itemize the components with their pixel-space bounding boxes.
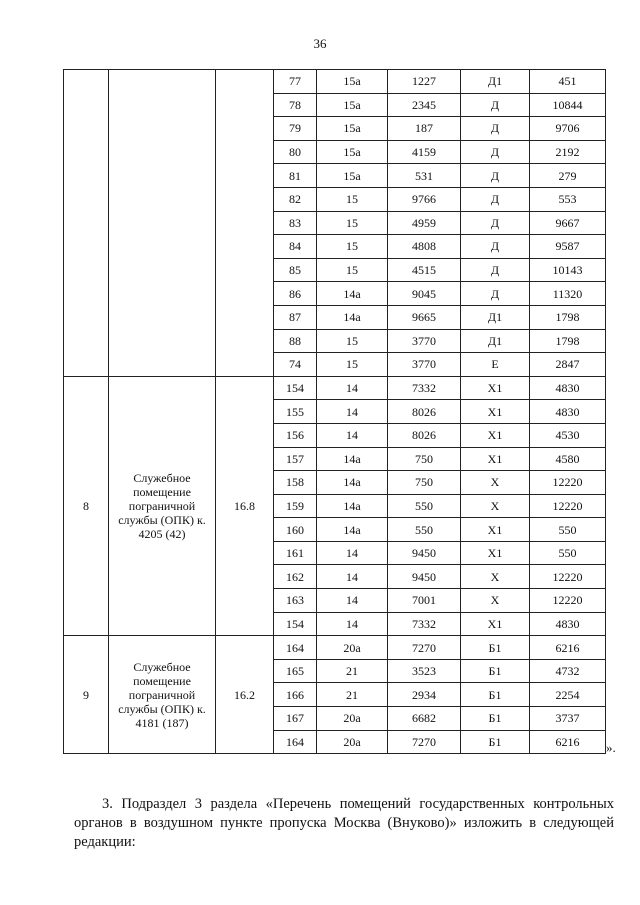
distance-cell: 3523 [388,659,461,683]
ceiling-cell: 15 [317,187,388,211]
ceiling-cell: 15а [317,70,388,94]
point-number-cell: 161 [274,541,317,565]
category-cell: Х1 [461,400,530,424]
point-number-cell: 80 [274,140,317,164]
room-name-cell: Служебное помещение пограничной службы (ОПК) к. 4205 (42) [109,376,216,636]
ceiling-cell: 15 [317,258,388,282]
paragraph-text: 3. Подраздел 3 раздела «Перечень помещений государственных контрольных органов в воздушном пункте пропуска Москва (Внуково)» изложить в следующей редакции: [74,796,614,850]
distance-cell: 4159 [388,140,461,164]
point-number-cell: 79 [274,117,317,141]
category-cell: Е [461,353,530,377]
value-cell: 12220 [530,589,606,613]
value-cell: 4530 [530,423,606,447]
distance-cell: 750 [388,447,461,471]
room-code-cell: 16.2 [216,636,274,754]
point-number-cell: 77 [274,70,317,94]
point-number-cell: 163 [274,589,317,613]
category-cell: Д [461,140,530,164]
group-number-cell: 9 [64,636,109,754]
rooms-table [63,69,606,754]
category-cell: Х [461,589,530,613]
distance-cell: 4808 [388,235,461,259]
distance-cell: 550 [388,518,461,542]
ceiling-cell: 15а [317,140,388,164]
ceiling-cell: 14 [317,612,388,636]
category-cell: Б1 [461,659,530,683]
ceiling-cell: 14 [317,589,388,613]
value-cell: 12220 [530,565,606,589]
category-cell: Б1 [461,636,530,660]
category-cell: Х1 [461,376,530,400]
room-name-cell: Служебное помещение пограничной службы (ОПК) к. 4181 (187) [109,636,216,754]
category-cell: Д [461,282,530,306]
value-cell: 2192 [530,140,606,164]
value-cell: 11320 [530,282,606,306]
value-cell: 10844 [530,93,606,117]
point-number-cell: 165 [274,659,317,683]
category-cell: Б1 [461,707,530,731]
table-row [64,376,606,400]
distance-cell: 531 [388,164,461,188]
distance-cell: 750 [388,471,461,495]
ceiling-cell: 20а [317,636,388,660]
distance-cell: 7270 [388,636,461,660]
ceiling-cell: 21 [317,683,388,707]
point-number-cell: 156 [274,423,317,447]
ceiling-cell: 15 [317,353,388,377]
point-number-cell: 78 [274,93,317,117]
value-cell: 4830 [530,376,606,400]
value-cell: 4580 [530,447,606,471]
distance-cell: 7332 [388,612,461,636]
distance-cell: 9045 [388,282,461,306]
ceiling-cell: 14 [317,400,388,424]
point-number-cell: 158 [274,471,317,495]
category-cell: Д [461,93,530,117]
point-number-cell: 84 [274,235,317,259]
ceiling-cell: 20а [317,707,388,731]
category-cell: Д [461,211,530,235]
category-cell: Х [461,565,530,589]
point-number-cell: 157 [274,447,317,471]
distance-cell: 7001 [388,589,461,613]
value-cell: 4830 [530,400,606,424]
distance-cell: 1227 [388,70,461,94]
point-number-cell: 164 [274,730,317,754]
distance-cell: 3770 [388,353,461,377]
ceiling-cell: 15а [317,93,388,117]
point-number-cell: 81 [274,164,317,188]
ceiling-cell: 14 [317,423,388,447]
value-cell: 3737 [530,707,606,731]
point-number-cell: 164 [274,636,317,660]
value-cell: 4732 [530,659,606,683]
closing-quote: ». [606,740,616,755]
point-number-cell: 167 [274,707,317,731]
ceiling-cell: 14 [317,376,388,400]
value-cell: 550 [530,541,606,565]
value-cell: 9587 [530,235,606,259]
ceiling-cell: 21 [317,659,388,683]
distance-cell: 6682 [388,707,461,731]
point-number-cell: 155 [274,400,317,424]
distance-cell: 8026 [388,423,461,447]
category-cell: Б1 [461,730,530,754]
category-cell: Х1 [461,423,530,447]
category-cell: Х [461,471,530,495]
distance-cell: 4959 [388,211,461,235]
distance-cell: 8026 [388,400,461,424]
category-cell: Д1 [461,70,530,94]
ceiling-cell: 14а [317,494,388,518]
point-number-cell: 159 [274,494,317,518]
value-cell: 1798 [530,329,606,353]
value-cell: 1798 [530,305,606,329]
value-cell: 9667 [530,211,606,235]
value-cell: 550 [530,518,606,542]
category-cell: Д [461,164,530,188]
category-cell: Д [461,187,530,211]
value-cell: 12220 [530,471,606,495]
value-cell: 9706 [530,117,606,141]
distance-cell: 2345 [388,93,461,117]
distance-cell: 9450 [388,541,461,565]
room-code-cell: 16.8 [216,376,274,636]
value-cell: 6216 [530,730,606,754]
category-cell: Д [461,117,530,141]
group-number-cell: 8 [64,376,109,636]
ceiling-cell: 14а [317,305,388,329]
distance-cell: 7270 [388,730,461,754]
ceiling-cell: 14 [317,565,388,589]
distance-cell: 9665 [388,305,461,329]
category-cell: Д1 [461,305,530,329]
category-cell: Б1 [461,683,530,707]
distance-cell: 3770 [388,329,461,353]
point-number-cell: 88 [274,329,317,353]
value-cell: 6216 [530,636,606,660]
ceiling-cell: 14а [317,282,388,306]
category-cell: Д [461,258,530,282]
category-cell: Х1 [461,541,530,565]
value-cell: 10143 [530,258,606,282]
distance-cell: 2934 [388,683,461,707]
category-cell: Х [461,494,530,518]
point-number-cell: 166 [274,683,317,707]
point-number-cell: 154 [274,376,317,400]
ceiling-cell: 14а [317,518,388,542]
point-number-cell: 74 [274,353,317,377]
distance-cell: 4515 [388,258,461,282]
point-number-cell: 154 [274,612,317,636]
ceiling-cell: 15а [317,164,388,188]
table-row [64,636,606,660]
value-cell: 451 [530,70,606,94]
point-number-cell: 160 [274,518,317,542]
ceiling-cell: 15 [317,329,388,353]
value-cell: 2847 [530,353,606,377]
ceiling-cell: 14 [317,541,388,565]
ceiling-cell: 15 [317,235,388,259]
value-cell: 4830 [530,612,606,636]
distance-cell: 9450 [388,565,461,589]
distance-cell: 7332 [388,376,461,400]
point-number-cell: 162 [274,565,317,589]
ceiling-cell: 15а [317,117,388,141]
point-number-cell: 83 [274,211,317,235]
distance-cell: 187 [388,117,461,141]
point-number-cell: 82 [274,187,317,211]
ceiling-cell: 15 [317,211,388,235]
value-cell: 553 [530,187,606,211]
group-number-cell [64,70,109,377]
room-code-cell [216,70,274,377]
point-number-cell: 87 [274,305,317,329]
table-row [64,70,606,94]
ceiling-cell: 14а [317,471,388,495]
ceiling-cell: 20а [317,730,388,754]
value-cell: 2254 [530,683,606,707]
category-cell: Д [461,235,530,259]
value-cell: 12220 [530,494,606,518]
point-number-cell: 85 [274,258,317,282]
room-name-cell [109,70,216,377]
value-cell: 279 [530,164,606,188]
distance-cell: 550 [388,494,461,518]
category-cell: Х1 [461,612,530,636]
distance-cell: 9766 [388,187,461,211]
point-number-cell: 86 [274,282,317,306]
category-cell: Д1 [461,329,530,353]
category-cell: Х1 [461,518,530,542]
category-cell: Х1 [461,447,530,471]
ceiling-cell: 14а [317,447,388,471]
page-number: 36 [313,36,327,51]
